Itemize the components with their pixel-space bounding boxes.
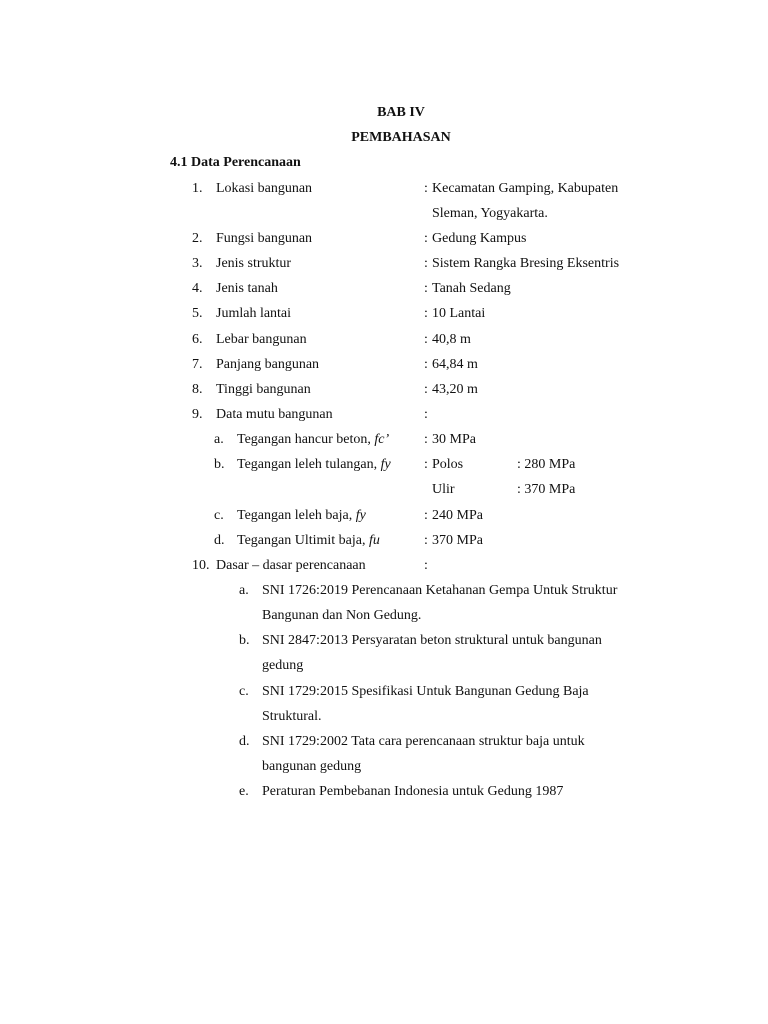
colon: : [424, 181, 428, 196]
item-value: 64,84 m [432, 357, 478, 372]
item-label: Fungsi bangunan [216, 231, 313, 246]
item-value: Gedung Kampus [432, 231, 527, 246]
sub-item-value: Ulir [432, 482, 455, 497]
item-number: 4. [192, 281, 203, 296]
reference-letter: d. [239, 734, 250, 749]
item-value: Kecamatan Gamping, Kabupaten [432, 181, 619, 196]
reference-text-continuation: Bangunan dan Non Gedung. [262, 608, 422, 623]
colon: : [424, 332, 428, 347]
sub-item-label: Tegangan leleh tulangan, fy [237, 457, 391, 472]
reference-letter: b. [239, 633, 250, 648]
item-label: Lebar bangunan [216, 332, 307, 347]
item-number: 8. [192, 382, 203, 397]
symbol: fy [380, 457, 391, 472]
sub-item-value: 30 MPa [432, 432, 476, 447]
item-number: 6. [192, 332, 203, 347]
symbol: fu [368, 533, 380, 548]
sub-item-letter: a. [214, 432, 224, 447]
reference-text: SNI 1729:2002 Tata cara perencanaan struktur baja untuk [262, 734, 585, 749]
reference-text: SNI 1726:2019 Perencanaan Ketahanan Gempa Untuk Struktur [262, 583, 618, 598]
reference-text-continuation: bangunan gedung [262, 759, 362, 774]
item-value-continuation: Sleman, Yogyakarta. [432, 206, 548, 221]
colon: : [424, 357, 428, 372]
reference-letter: c. [239, 684, 249, 699]
reference-text-continuation: Struktural. [262, 709, 322, 724]
chapter-title: PEMBAHASAN [351, 130, 451, 145]
item-label: Lokasi bangunan [216, 181, 313, 196]
sub-item-value: Polos [432, 457, 464, 472]
colon: : [424, 281, 428, 296]
item-number: 3. [192, 256, 203, 271]
colon: : [424, 407, 428, 422]
item-number: 1. [192, 181, 203, 196]
colon: : [424, 306, 428, 321]
item-label: Dasar – dasar perencanaan [216, 558, 366, 573]
item-number: 10. [192, 558, 210, 573]
reference-text: SNI 1729:2015 Spesifikasi Untuk Bangunan Gedung Baja [262, 684, 589, 699]
sub-item-letter: c. [214, 508, 224, 523]
item-label: Panjang bangunan [216, 357, 320, 372]
item-value: Tanah Sedang [432, 281, 511, 296]
symbol: fy [355, 508, 366, 523]
item-number: 9. [192, 407, 203, 422]
colon: : [424, 533, 428, 548]
sub-item-label: Tegangan hancur beton, fc’ [237, 432, 390, 447]
item-value: 10 Lantai [432, 306, 486, 321]
reference-text-continuation: gedung [262, 658, 304, 673]
item-label: Data mutu bangunan [216, 407, 333, 422]
colon: : [424, 508, 428, 523]
symbol: fc’ [374, 432, 390, 447]
item-number: 7. [192, 357, 203, 372]
item-label: Jenis struktur [216, 256, 292, 271]
reference-letter: a. [239, 583, 249, 598]
reference-letter: e. [239, 784, 249, 799]
colon: : [424, 558, 428, 573]
reference-text: SNI 2847:2013 Persyaratan beton struktural untuk bangunan [262, 633, 602, 648]
colon: : [424, 231, 428, 246]
item-value: 43,20 m [432, 382, 478, 397]
colon: : [424, 382, 428, 397]
reference-text: Peraturan Pembebanan Indonesia untuk Gedung 1987 [262, 784, 564, 799]
sub-item-label: Tegangan Ultimit baja, fu [237, 533, 380, 548]
item-value: Sistem Rangka Bresing Eksentris [432, 256, 620, 271]
sub-item-label: Tegangan leleh baja, fy [237, 508, 366, 523]
item-value: 40,8 m [432, 332, 471, 347]
item-label: Tinggi bangunan [216, 382, 311, 397]
item-label: Jenis tanah [216, 281, 278, 296]
colon: : [424, 256, 428, 271]
sub-item-letter: d. [214, 533, 225, 548]
colon: : [424, 457, 428, 472]
section-heading: 4.1 Data Perencanaan [170, 155, 301, 170]
item-number: 5. [192, 306, 203, 321]
sub-item-value: 240 MPa [432, 508, 483, 523]
item-number: 2. [192, 231, 203, 246]
sub-item-value: 370 MPa [432, 533, 483, 548]
chapter-number: BAB IV [377, 105, 425, 120]
sub-item-subvalue: : 370 MPa [517, 482, 576, 497]
sub-item-letter: b. [214, 457, 225, 472]
item-label: Jumlah lantai [216, 306, 292, 321]
colon: : [424, 432, 428, 447]
sub-item-subvalue: : 280 MPa [517, 457, 576, 472]
